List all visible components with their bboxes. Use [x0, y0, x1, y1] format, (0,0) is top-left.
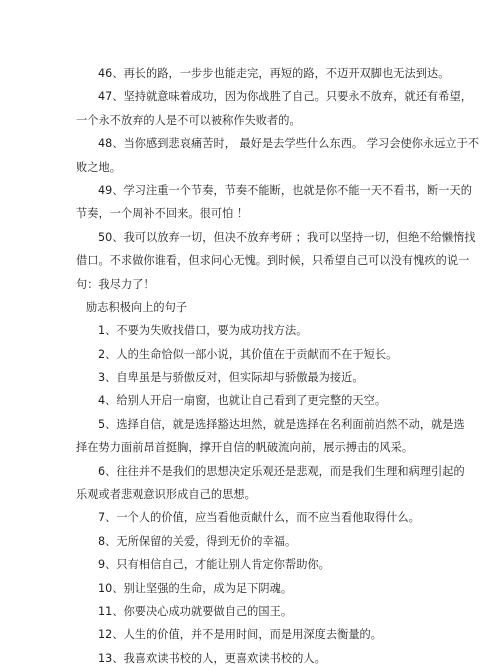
sentence-5-line-2: 择在势力面前昂首挺胸，撑开自信的帆破流向前，展示搏击的风采。 — [76, 441, 414, 455]
sentence-3-line: 3、自卑虽是与骄傲反对，但实际却与骄傲最为接近。 — [98, 371, 364, 385]
sentence-13-line: 13、我喜欢读书校的人，更喜欢读书校的人。 — [98, 651, 326, 665]
quote-49-line-1: 49、学习注重一个节奏，节奏不能断，也就是你不能一天不看书，断一天的 — [98, 183, 472, 197]
sentence-2-line: 2、人的生命恰似一部小说，其价值在于贡献而不在于短长。 — [98, 347, 398, 361]
sentence-11-line: 11、你要决心成功就要做自己的国王。 — [98, 604, 293, 618]
quote-50-line-3: 句：我尽力了！ — [76, 277, 155, 291]
sentence-12-line: 12、人生的价值，并不是用时间，而是用深度去衡量的。 — [98, 628, 383, 642]
quote-50-line-1: 50、我可以放弃一切，但决不放弃考研 ；我可以坚持一切，但绝不给懒惰找 — [98, 230, 476, 244]
sentence-7-line: 7、一个人的价值，应当看他贡献什么，而不应当看他取得什么。 — [98, 511, 420, 525]
sentence-4-line: 4、给别人开启一扇窗，也就让自己看到了更完整的天空。 — [98, 394, 387, 408]
quote-46-line: 46、再长的路，一步步也能走完，再短的路，不迈开双脚也无法到达。 — [98, 67, 450, 80]
sentence-1-line: 1、不要为失败找借口，要为成功找方法。 — [98, 324, 308, 338]
sentence-5-line-1: 5、选择自信，就是选择豁达坦然，就是选择在名利面前岿然不动，就是选 — [98, 417, 465, 431]
quote-47-line-2: 一个永不放弃的人是不可以被称作失败者的。 — [76, 113, 301, 127]
quote-50-line-2: 借口。不求做你谁看，但求问心无愧。到时候，只希望自己可以没有愧疚的说一 — [76, 254, 470, 268]
sentence-8-line: 8、无所保留的关爱，得到无价的幸福。 — [98, 534, 297, 548]
sentence-9-line: 9、只有相信自己，才能让别人肯定你帮助你。 — [98, 558, 330, 572]
quote-48-line-2: 败之地。 — [76, 160, 121, 174]
quote-48-line-1: 48、当你感到悲哀痛苦时， 最好是去学些什么东西。 学习会使你永远立于不 — [98, 137, 480, 151]
sentence-6-line-1: 6、往往并不是我们的思想决定乐观还是悲观，而是我们生理和病理引起的 — [98, 464, 465, 478]
document-body — [76, 62, 480, 670]
section-heading: 励志积极向上的句子 — [86, 300, 188, 314]
quote-47-line-1: 47、坚持就意味着成功，因为你战胜了自己。只要永不放弃，就还有希望， — [98, 90, 472, 104]
quote-49-line-2: 节奏，一个周补不回来。很可怕 ！ — [76, 207, 249, 221]
sentence-10-line: 10、别让坚强的生命，成为足下阴魂。 — [98, 581, 293, 595]
sentence-6-line-2: 乐观或者悲观意识形成自己的思想。 — [76, 488, 256, 502]
